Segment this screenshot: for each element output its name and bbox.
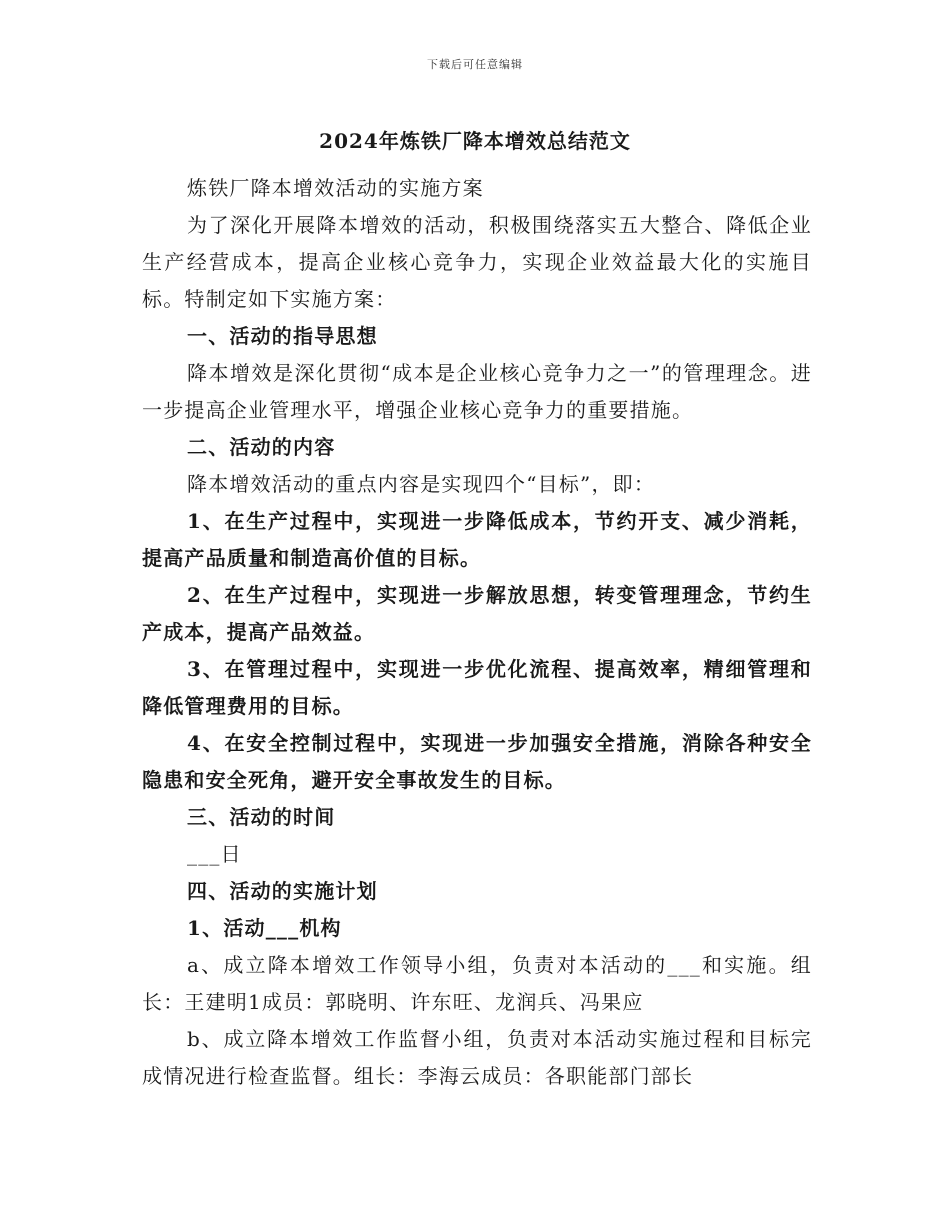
goal-item-2: 2、在生产过程中，实现进一步解放思想，转变管理理念，节约生产成本，提高产品效益。 [142, 583, 812, 644]
goal-item-3: 3、在管理过程中，实现进一步优化流程、提高效率，精细管理和降低管理费用的目标。 [142, 657, 812, 718]
section-heading-time: 三、活动的时间 [187, 805, 336, 829]
document-title: 2024年炼铁厂降本增效总结范文 [319, 129, 631, 153]
content-intro-paragraph: 降本增效活动的重点内容是实现四个“目标”，即： [187, 472, 656, 496]
document-body [142, 170, 812, 1095]
plan-subtitle: 炼铁厂降本增效活动的实施方案 [187, 176, 484, 200]
leadership-group-paragraph: a、成立降本增效工作领导小组，负责对本活动的___和实施。组长：王建明1成员：郭晓明、许东旺、龙润兵、冯果应 [142, 953, 812, 1014]
guiding-ideology-paragraph: 降本增效是深化贯彻“成本是企业核心竞争力之一”的管理理念。进一步提高企业管理水平，增强企业核心竞争力的重要措施。 [142, 361, 812, 422]
intro-paragraph: 为了深化开展降本增效的活动，积极围绕落实五大整合、降低企业生产经营成本，提高企业核心竞争力，实现企业效益最大化的实施目标。特制定如下实施方案： [142, 213, 812, 311]
goal-item-1: 1、在生产过程中，实现进一步降低成本，节约开支、减少消耗，提高产品质量和制造高价值的目标。 [142, 509, 812, 570]
section-heading-guiding-ideology: 一、活动的指导思想 [187, 324, 378, 348]
section-heading-content: 二、活动的内容 [187, 435, 336, 459]
header-note: 下载后可任意编辑 [427, 58, 523, 71]
time-paragraph: ___日 [187, 842, 242, 866]
section-heading-implementation-plan: 四、活动的实施计划 [187, 879, 378, 903]
supervision-group-paragraph: b、成立降本增效工作监督小组，负责对本活动实施过程和目标完成情况进行检查监督。组长：李海云成员：各职能部门部长 [142, 1027, 812, 1088]
goal-item-4: 4、在安全控制过程中，实现进一步加强安全措施，消除各种安全隐患和安全死角，避开安全事故发生的目标。 [142, 731, 812, 792]
plan-subheading-organization: 1、活动___机构 [187, 916, 342, 940]
